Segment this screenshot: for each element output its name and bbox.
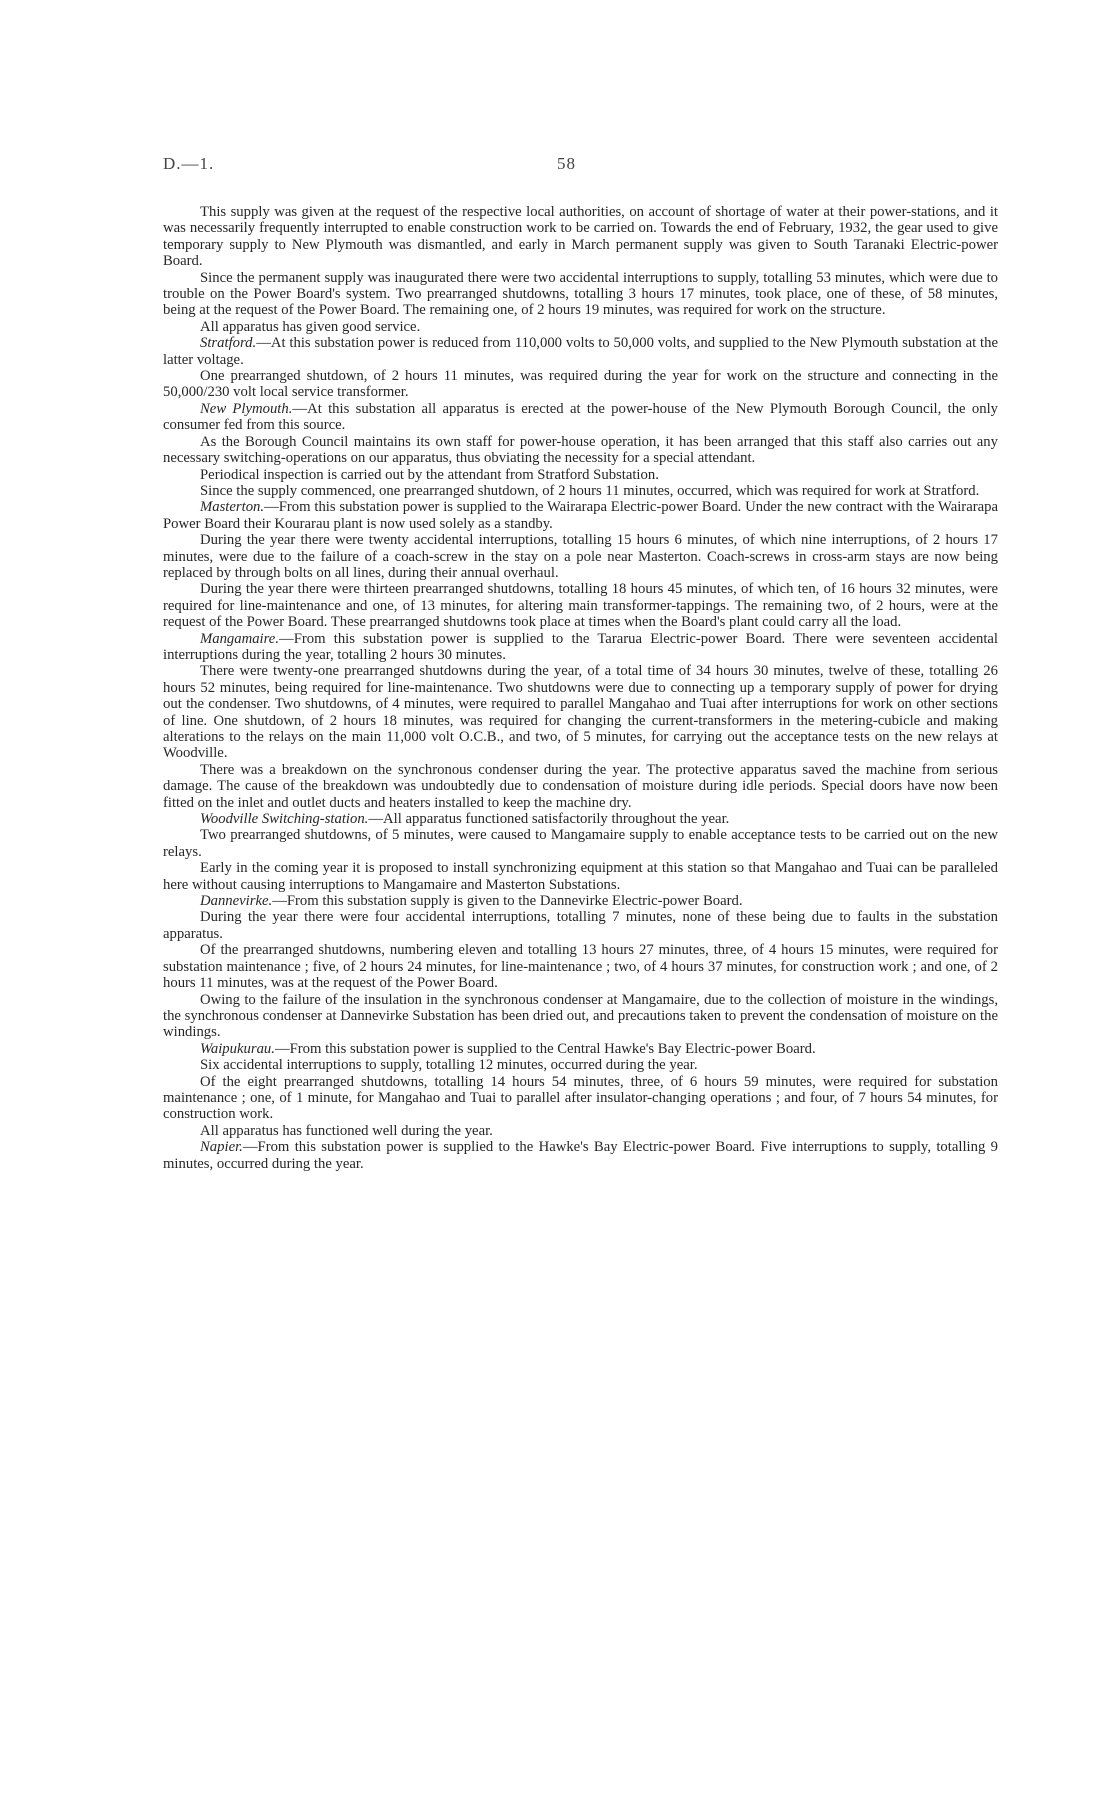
paragraph-text: During the year there were thirteen prearranged shutdowns, totalling 18 hours 45 minutes, of which ten, of 16 hours 32 minutes, were required for line-maintenance and one, of 13 minutes, for altering main transformer-tappings. The remaining two, of 2 hours, were at the request of the Power Board. These prearranged shutdowns took place at times when the Board's plant could carry all the load. xyxy=(163,581,998,631)
section-heading: Stratford. xyxy=(200,335,257,352)
paragraph xyxy=(163,483,998,499)
paragraph-text: Of the eight prearranged shutdowns, totalling 14 hours 54 minutes, three, of 6 hours 59 minutes, were required for substation maintenance ; one, of 1 minute, for Mangahao and Tuai to parallel after insulator-changing operations ; and four, of 7 hours 54 minutes, for construction work. xyxy=(163,1073,998,1123)
body-text xyxy=(163,204,998,1172)
paragraph xyxy=(163,401,998,434)
paragraph xyxy=(163,1041,998,1057)
paragraph-text: Early in the coming year it is proposed to install synchronizing equipment at this station so that Mangahao and Tuai can be paralleled here without causing interruptions to Mangamaire and Masterton Substations. xyxy=(163,860,998,893)
paragraph xyxy=(163,762,998,811)
section-heading: Woodville Switching-station. xyxy=(200,811,369,828)
paragraph xyxy=(163,992,998,1041)
paragraph-text: —From this substation power is supplied to the Central Hawke's Bay Electric-power Board. xyxy=(274,1040,816,1057)
paragraph xyxy=(163,319,998,335)
paragraph xyxy=(163,368,998,401)
paragraph-text: —At this substation all apparatus is erected at the power-house of the New Plymouth Borough Council, the only consumer fed from this source. xyxy=(163,400,998,434)
paragraph xyxy=(163,860,998,893)
document-reference: D.—1. xyxy=(163,154,215,173)
paragraph xyxy=(163,581,998,630)
paragraph-text: —At this substation power is reduced from 110,000 volts to 50,000 volts, and supplied to the New Plymouth substation at the latter voltage. xyxy=(163,335,998,368)
section-heading: Dannevirke. xyxy=(200,893,273,910)
section-heading: Napier. xyxy=(200,1139,243,1156)
paragraph xyxy=(163,434,998,467)
section-heading: New Plymouth. xyxy=(200,400,293,417)
section-heading: Masterton. xyxy=(200,499,265,516)
paragraph xyxy=(163,1123,998,1139)
paragraph-text: There were twenty-one prearranged shutdowns during the year, of a total time of 34 hours 30 minutes, twelve of these, totalling 26 hours 52 minutes, being required for line-maintenance. Two shutdowns were due to connecting up a temporary supply of power for drying out the condenser. Two shutdowns, of 4 minutes, were required to parallel Mangahao and Tuai after interruptions for work on other sections of line. One shutdown, of 2 hours 18 minutes, was required for changing the current-transformers in the metering-cubicle and making alterations to the relays on the main 11,000 volt O.C.B., and two, of 5 minutes, for carrying out the acceptance tests on the new relays at Woodville. xyxy=(163,663,998,762)
paragraph xyxy=(163,532,998,581)
paragraph xyxy=(163,1057,998,1073)
paragraph-text: There was a breakdown on the synchronous condenser during the year. The protective apparatus saved the machine from serious damage. The cause of the breakdown was undoubtedly due to condensation of moisture during idle periods. Special doors have now been fitted on the inlet and outlet ducts and heaters installed to keep the machine dry. xyxy=(163,761,998,811)
paragraph-text: During the year there were four accidental interruptions, totalling 7 minutes, none of these being due to faults in the substation apparatus. xyxy=(163,909,998,942)
paragraph-text: This supply was given at the request of the respective local authorities, on account of shortage of water at their power-stations, and it was necessarily frequently interrupted to enable construction work to be carried on. Towards the end of February, 1932, the gear used to give temporary supply to New Plymouth was dismantled, and early in March permanent supply was given to South Taranaki Electric-power Board. xyxy=(163,204,998,270)
paragraph xyxy=(163,204,998,270)
page-number: 58 xyxy=(557,154,576,173)
paragraph xyxy=(163,1074,998,1123)
paragraph-text: Owing to the failure of the insulation in the synchronous condenser at Mangamaire, due to the collection of moisture in the windings, the synchronous condenser at Dannevirke Substation has been dried out, and precautions taken to prevent the condensation of moisture on the windings. xyxy=(163,991,998,1041)
paragraph xyxy=(163,270,998,319)
paragraph xyxy=(163,335,998,368)
paragraph-text: During the year there were twenty accidental interruptions, totalling 15 hours 6 minutes, of which nine interruptions, of 2 hours 17 minutes, were due to the failure of a coach-screw in the stay on a pole near Masterton. Coach-screws in cross-arm stays are now being replaced by through bolts on all lines, during their annual overhaul. xyxy=(163,532,998,581)
paragraph-text: —From this substation power is supplied to the Wairarapa Electric-power Board. Under the new contract with the Wairarapa Power Board their Kourarau plant is now used solely as a standby. xyxy=(163,499,998,532)
paragraph xyxy=(163,499,998,532)
paragraph-text: All apparatus has functioned well during the year. xyxy=(200,1122,493,1139)
paragraph-text: One prearranged shutdown, of 2 hours 11 minutes, was required during the year for work on the structure and connecting in the 50,000/230 volt local service transformer. xyxy=(163,368,998,401)
paragraph-text: Since the supply commenced, one prearranged shutdown, of 2 hours 11 minutes, occurred, which was required for work at Stratford. xyxy=(200,482,980,499)
paragraph-text: As the Borough Council maintains its own staff for power-house operation, it has been arranged that this staff also carries out any necessary switching-operations on our apparatus, thus obviating the necessity for a special attendant. xyxy=(163,433,998,467)
paragraph xyxy=(163,909,998,942)
paragraph xyxy=(163,893,998,909)
paragraph xyxy=(163,827,998,860)
paragraph xyxy=(163,663,998,761)
section-heading: Mangamaire. xyxy=(200,630,280,647)
paragraph-text: —All apparatus functioned satisfactorily throughout the year. xyxy=(368,811,730,828)
paragraph-text: —From this substation supply is given to the Dannevirke Electric-power Board. xyxy=(272,893,743,910)
paragraph-text: —From this substation power is supplied to the Tararua Electric-power Board. There were seventeen accidental interruptions during the year, totalling 2 hours 30 minutes. xyxy=(163,630,998,663)
paragraph-text: —From this substation power is supplied to the Hawke's Bay Electric-power Board. Five interruptions to supply, totalling 9 minutes, occurred during the year. xyxy=(163,1139,998,1172)
paragraph-text: Two prearranged shutdowns, of 5 minutes, were caused to Mangamaire supply to enable acceptance tests to be carried out on the new relays. xyxy=(163,827,998,860)
page-header xyxy=(163,154,998,178)
section-heading: Waipukurau. xyxy=(200,1040,275,1057)
paragraph-text: Six accidental interruptions to supply, totalling 12 minutes, occurred during the year. xyxy=(200,1057,698,1074)
paragraph xyxy=(163,467,998,483)
paragraph-text: Periodical inspection is carried out by the attendant from Stratford Substation. xyxy=(200,466,659,483)
paragraph-text: Since the permanent supply was inaugurated there were two accidental interruptions to supply, totalling 53 minutes, which were due to trouble on the Power Board's system. Two prearranged shutdowns, totalling 3 hours 17 minutes, took place, one of these, of 58 minutes, being at the request of the Power Board. The remaining one, of 2 hours 19 minutes, was required for work on the structure. xyxy=(163,269,998,319)
paragraph xyxy=(163,1139,998,1172)
paragraph xyxy=(163,631,998,664)
paragraph xyxy=(163,942,998,991)
paragraph xyxy=(163,811,998,827)
paragraph-text: All apparatus has given good service. xyxy=(200,318,421,335)
paragraph-text: Of the prearranged shutdowns, numbering eleven and totalling 13 hours 27 minutes, three, of 4 hours 15 minutes, were required for substation maintenance ; five, of 2 hours 24 minutes, for line-maintenance ; two, of 4 hours 37 minutes, for construction work ; and one, of 2 hours 11 minutes, was at the request of the Power Board. xyxy=(163,942,998,992)
